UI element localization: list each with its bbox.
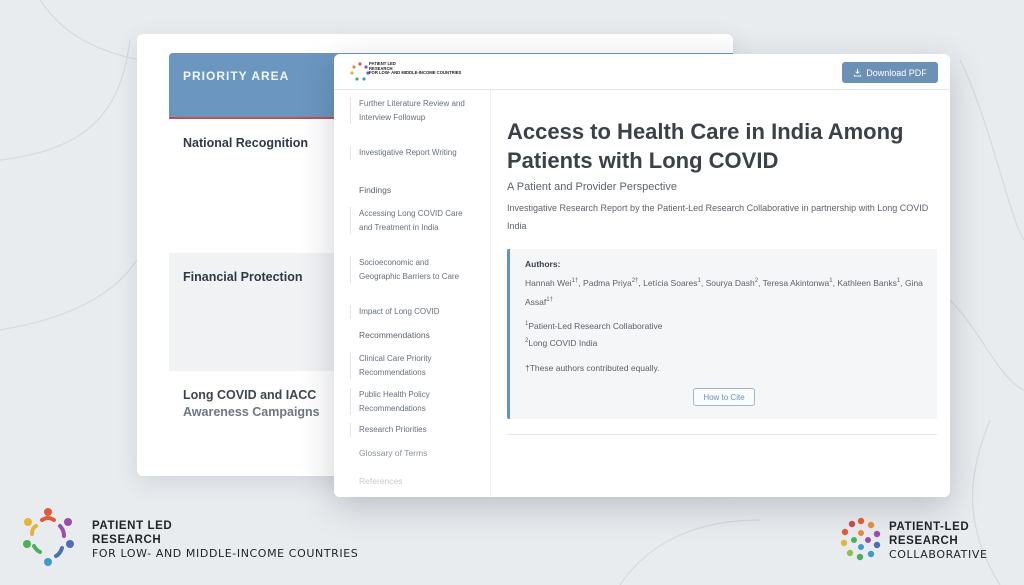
report-content <box>491 90 950 497</box>
toc-item-barriers[interactable]: Socioeconomic and Geographic Barriers to Care <box>350 256 468 283</box>
author-sup: 1 <box>697 278 701 284</box>
download-icon <box>853 68 862 77</box>
toc-section-recommendations[interactable]: Recommendations <box>359 330 430 340</box>
plr-lmic-logo-text <box>92 519 358 561</box>
toc-item-public-health[interactable]: Public Health Policy Recommendations <box>350 388 468 415</box>
affiliation-text: Long COVID India <box>528 338 598 348</box>
plrc-logo-icon <box>838 516 884 562</box>
report-title: Access to Health Care in India Among Patients with Long COVID <box>507 119 904 173</box>
report-description: Investigative Research Report by the Patient-Led Research Collaborative in partnership with Long COVID India <box>507 203 929 231</box>
author-name: Gina Assaf <box>525 277 923 307</box>
logo-line: PATIENT LED <box>92 520 173 532</box>
mini-logo-line: FOR LOW- AND MIDDLE-INCOME COUNTRIES <box>369 70 462 76</box>
toc-section-findings[interactable]: Findings <box>359 185 392 195</box>
report-subtitle: A Patient and Provider Perspective <box>507 181 677 193</box>
content-divider <box>507 434 937 435</box>
author-name: Letícia Soares <box>643 277 698 288</box>
logo-line: PATIENT-LED <box>889 521 970 533</box>
plr-logo-icon <box>349 61 371 83</box>
plr-logo-text <box>369 62 461 76</box>
toc-item-impact[interactable]: Impact of Long COVID <box>350 305 468 319</box>
toc-item-clinical-care[interactable]: Clinical Care Priority Recommendations <box>350 352 468 379</box>
author-name: Teresa Akintonwa <box>762 277 830 288</box>
author-sup: 1 <box>829 278 833 284</box>
affiliation-sup: 2 <box>525 338 529 345</box>
logo-line: FOR LOW- AND MIDDLE-INCOME COUNTRIES <box>92 547 359 560</box>
author-sup: 2 <box>754 278 759 284</box>
how-to-cite-button[interactable] <box>693 388 755 406</box>
toc-section-glossary[interactable]: Glossary of Terms <box>359 448 428 458</box>
logo-line: RESEARCH <box>92 534 162 546</box>
how-to-cite-label: How to Cite <box>703 392 745 402</box>
toc-section-references[interactable]: References <box>359 476 403 486</box>
plrc-logo-text <box>889 520 988 562</box>
table-of-contents <box>334 90 491 497</box>
toc-item-accessing-care[interactable]: Accessing Long COVID Care and Treatment in India <box>350 207 468 234</box>
logo-line: RESEARCH <box>889 535 959 547</box>
author-name: Hannah Wei <box>525 277 572 288</box>
authors-list: Hannah Wei$^{1\dagger}$, Padma Priya$^{2\dagger}$, Letícia Soares$^1$, Sourya Dash$^2$, Teresa Akintonwa$^1$, Kathleen Banks$^1$, Gina Assaf$^{1\dagger}$ <box>525 277 923 307</box>
priority-row-label: Long COVID and IACC <box>183 388 317 402</box>
priority-row-label: National Recognition <box>183 136 308 150</box>
toc-item-further-review[interactable]: Further Literature Review and Interview Followup <box>350 97 468 124</box>
author-sup: 1† <box>546 296 553 303</box>
plr-lmic-logo-icon <box>18 504 78 568</box>
affiliation-sup: 1 <box>525 321 529 328</box>
mini-logo-line: PATIENT LED <box>369 61 396 66</box>
priority-row-label-continued: Awareness Campaigns <box>183 405 320 419</box>
affiliation-2 <box>525 338 597 348</box>
priority-area-header-label: PRIORITY AREA <box>183 69 290 83</box>
author-sup: 1† <box>571 278 579 284</box>
author-sup: 1 <box>896 278 901 284</box>
equal-contribution-note: †These authors contributed equally. <box>525 363 660 373</box>
affiliation-1 <box>525 321 663 331</box>
affiliation-text: Patient-Led Research Collaborative <box>528 321 663 331</box>
mini-logo-line: RESEARCH <box>369 65 393 71</box>
author-name: Sourya Dash <box>705 277 755 288</box>
author-name: Kathleen Banks <box>837 277 897 288</box>
toc-item-investigative-writing[interactable]: Investigative Report Writing <box>350 146 468 160</box>
priority-row-label: Financial Protection <box>183 270 303 284</box>
download-pdf-label: Download PDF <box>866 67 927 78</box>
download-pdf-button[interactable] <box>842 62 938 83</box>
authors-box <box>507 249 937 419</box>
author-sup: 2† <box>631 278 639 284</box>
toc-item-research-priorities[interactable]: Research Priorities <box>350 423 468 437</box>
author-name: Padma Priya <box>583 277 632 288</box>
authors-label: Authors: <box>525 259 561 269</box>
logo-line: COLLABORATIVE <box>889 548 988 561</box>
report-topbar <box>334 54 950 90</box>
report-window <box>334 54 950 497</box>
